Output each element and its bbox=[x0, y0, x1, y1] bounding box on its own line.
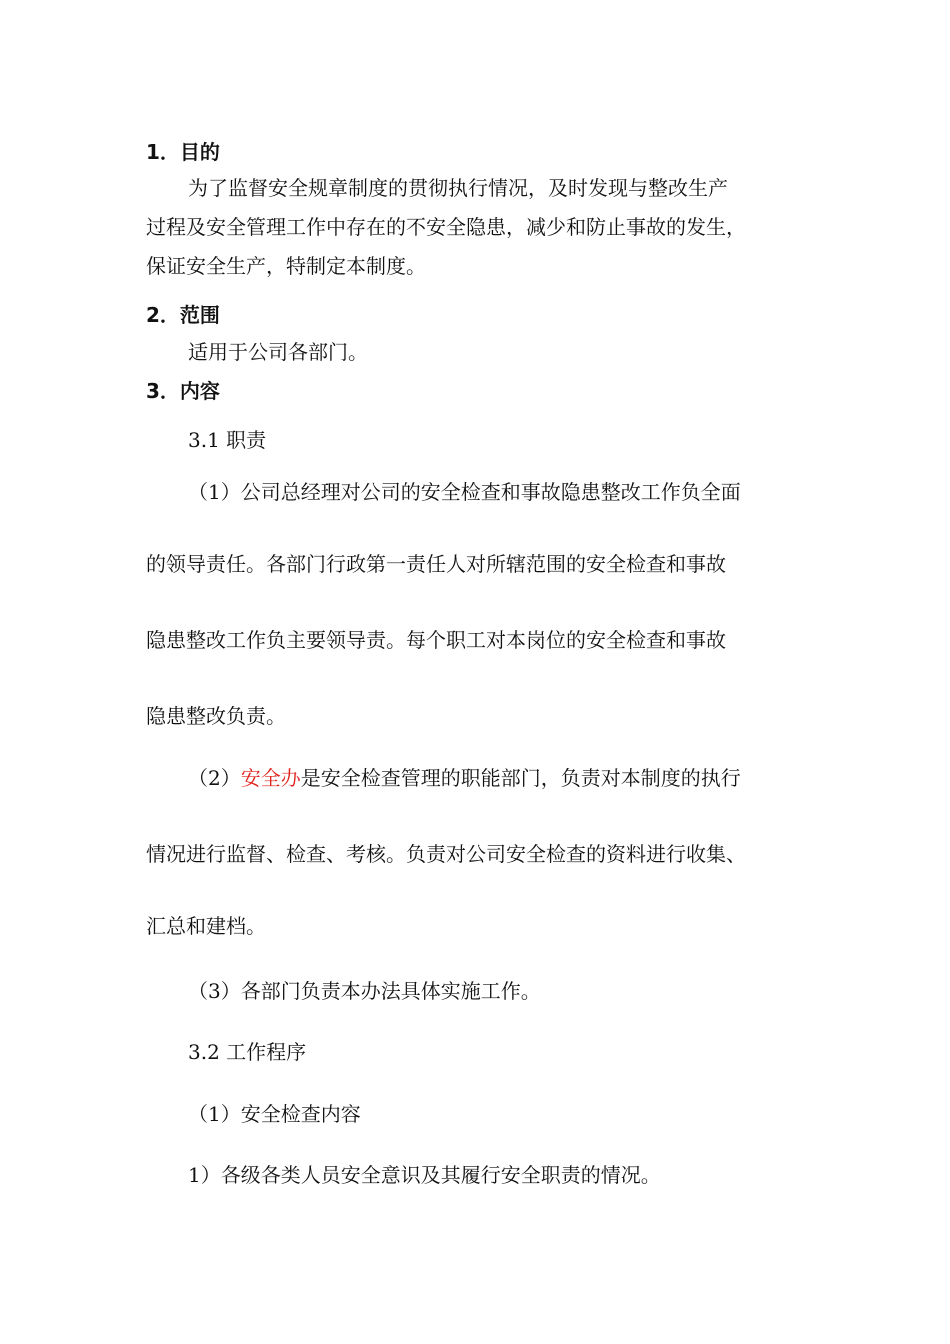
section-1-heading: 1．目的 bbox=[146, 140, 220, 164]
procedure-item-1-sub-1: 1）各级各类人员安全意识及其履行安全职责的情况。 bbox=[188, 1163, 661, 1187]
duty-item-2-text: 是安全检查管理的职能部门，负责对本制度的执行 bbox=[300, 766, 741, 790]
duty-item-3: （3）各部门负责本办法具体实施工作。 bbox=[188, 979, 541, 1003]
duty-item-2-prefix: （2） bbox=[188, 766, 241, 790]
highlighted-term: 安全办 bbox=[240, 766, 301, 790]
section-1-paragraph-line-3: 保证安全生产，特制定本制度。 bbox=[146, 254, 426, 278]
section-3-heading: 3．内容 bbox=[146, 379, 220, 403]
duty-item-2-line-2: 情况进行监督、检查、考核。负责对公司安全检查的资料进行收集、 bbox=[146, 842, 746, 866]
duty-item-2-line-3: 汇总和建档。 bbox=[146, 914, 266, 938]
duty-item-2-line-1 bbox=[188, 766, 741, 790]
section-1-paragraph-line-1: 为了监督安全规章制度的贯彻执行情况，及时发现与整改生产 bbox=[188, 176, 728, 200]
section-2-paragraph: 适用于公司各部门。 bbox=[188, 340, 368, 364]
duty-item-1-line-1: （1）公司总经理对公司的安全检查和事故隐患整改工作负全面 bbox=[188, 480, 741, 504]
section-1-paragraph-line-2: 过程及安全管理工作中存在的不安全隐患，减少和防止事故的发生， bbox=[146, 215, 746, 239]
section-2-heading: 2．范围 bbox=[146, 303, 220, 327]
subsection-3-1-title: 3.1 职责 bbox=[188, 428, 267, 452]
subsection-3-2-title: 3.2 工作程序 bbox=[188, 1040, 307, 1064]
duty-item-1-line-3: 隐患整改工作负主要领导责。每个职工对本岗位的安全检查和事故 bbox=[146, 628, 726, 652]
duty-item-1-line-4: 隐患整改负责。 bbox=[146, 704, 286, 728]
duty-item-1-line-2: 的领导责任。各部门行政第一责任人对所辖范围的安全检查和事故 bbox=[146, 552, 726, 576]
procedure-item-1: （1）安全检查内容 bbox=[188, 1102, 361, 1126]
